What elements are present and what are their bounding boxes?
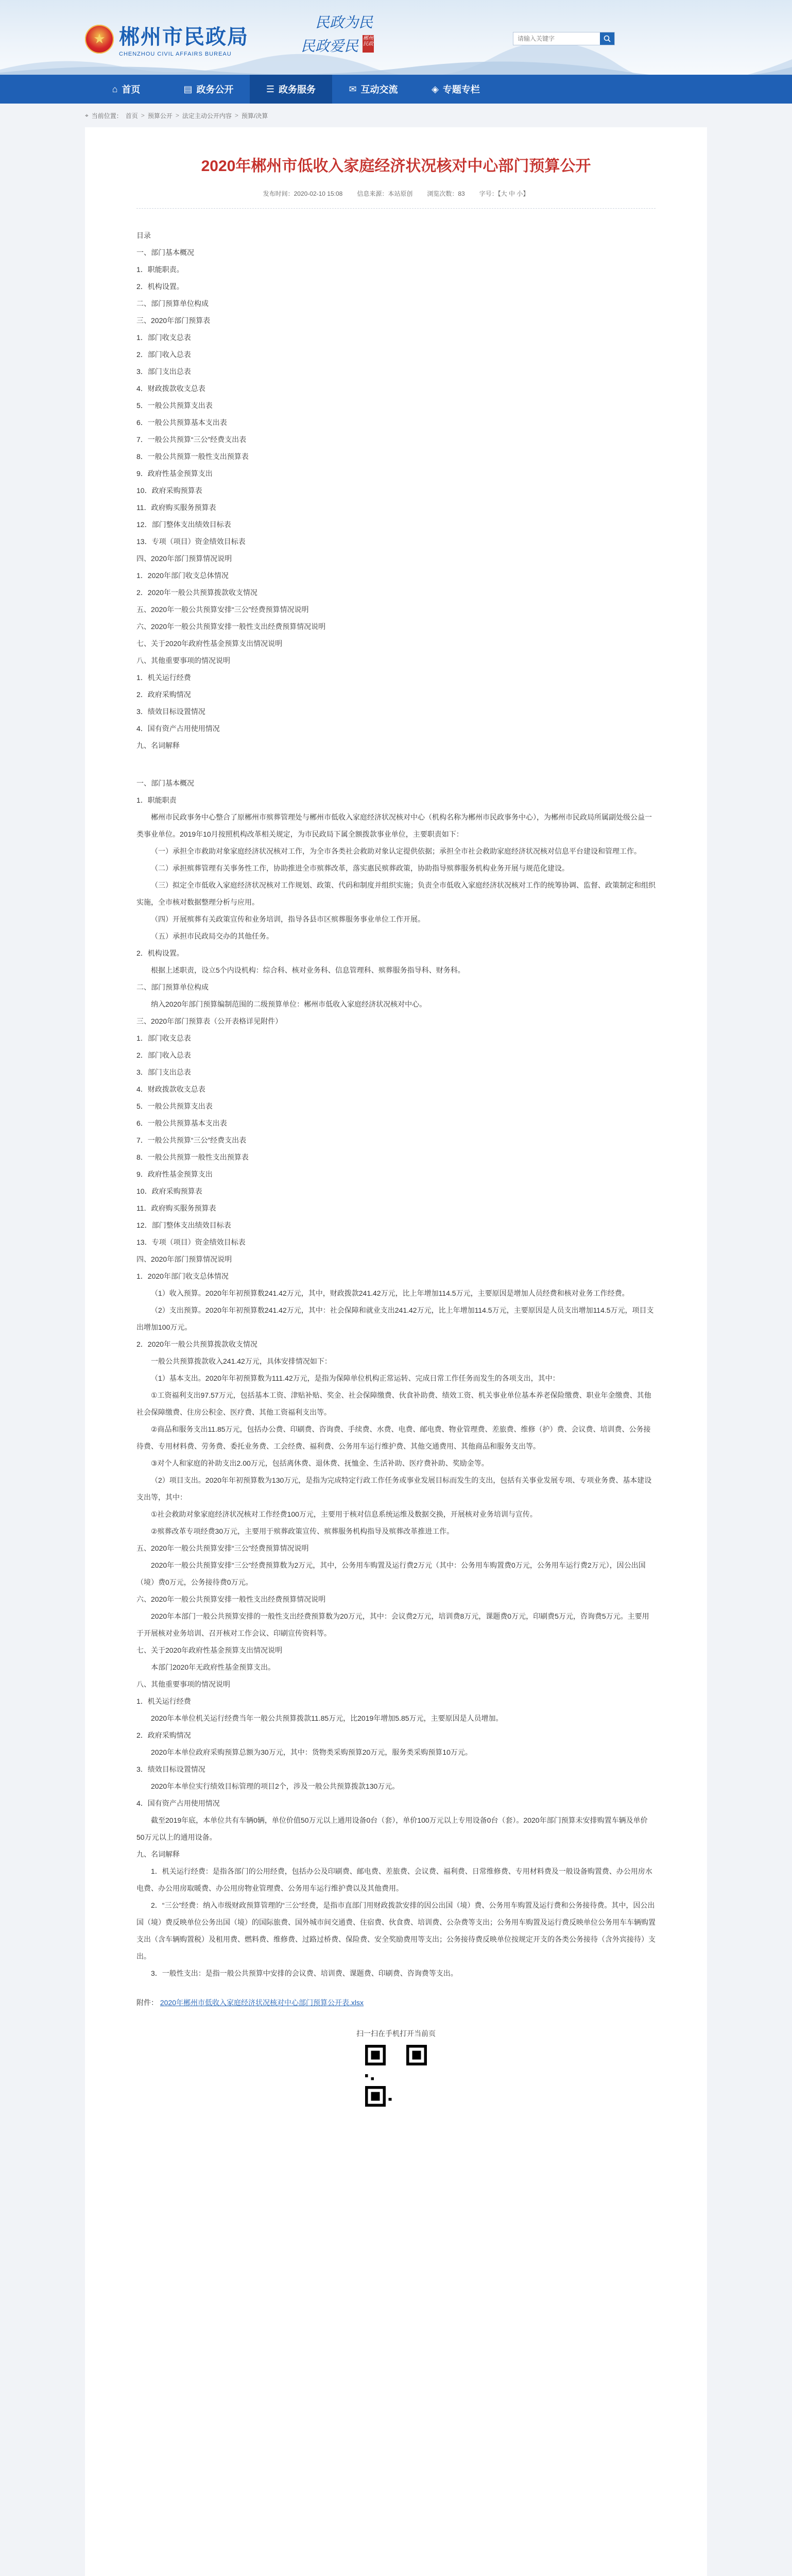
table-of-contents: [136, 227, 656, 754]
section-heading: 3．绩效目标设置情况: [136, 1765, 205, 1773]
nav-item-gov-service[interactable]: ☰ 政务服务: [250, 75, 332, 104]
section-heading: 8．一般公共预算一般性支出预算表: [136, 1153, 249, 1161]
service-icon: ☰: [266, 83, 275, 94]
toc-item: 1．部门收支总表: [136, 333, 191, 342]
font-size-switch[interactable]: 字号：【大 中 小】: [479, 190, 529, 197]
toc-item: 3．绩效目标设置情况: [136, 707, 205, 716]
qr-code-block: [136, 2028, 656, 2108]
body-paragraph: 本部门2020年无政府性基金预算支出。: [151, 1663, 276, 1671]
nav-item-topics[interactable]: ◈ 专题专栏: [432, 83, 480, 95]
toc-item: 八、其他重要事项的情况说明: [136, 656, 230, 665]
toc-item: 目录: [136, 231, 151, 240]
site-logo[interactable]: [85, 21, 249, 57]
toc-item: 九、名词解释: [136, 741, 180, 750]
toc-item: 6．一般公共预算基本支出表: [136, 418, 227, 427]
body-paragraph: 一般公共预算拨款收入241.42万元，具体安排情况如下：: [151, 1357, 332, 1365]
section-heading: 三、2020年部门预算表（公开表格详见附件）: [136, 1017, 283, 1025]
search-input[interactable]: [513, 35, 600, 42]
body-paragraph: （1）基本支出。2020年年初预算数为111.42万元，是指为保障单位机构正常运转、完成日常工作任务而发生的各项支出，其中：: [151, 1374, 560, 1382]
breadcrumb-home[interactable]: 首页: [125, 112, 138, 120]
body-paragraph: （四）开展殡葬有关政策宣传和业务培训，指导各县市区殡葬服务事业单位工作开展。: [151, 915, 425, 923]
toc-item: 五、2020年一般公共预算安排“三公”经费预算情况说明: [136, 605, 309, 614]
section-heading: 1．职能职责: [136, 796, 177, 804]
toc-item: 四、2020年部门预算情况说明: [136, 554, 232, 563]
toc-item: 11．政府购买服务预算表: [136, 503, 216, 512]
section-heading: 12．部门整体支出绩效目标表: [136, 1221, 231, 1229]
toc-item: 4．国有资产占用使用情况: [136, 724, 220, 733]
section-heading: 7．一般公共预算“三公”经费支出表: [136, 1136, 247, 1144]
site-name-en: CHENZHOU CIVIL AFFAIRS BUREAU: [119, 51, 232, 57]
section-heading: 二、部门预算单位构成: [136, 983, 209, 991]
body-paragraph: 2020年本单位政府采购预算总额为30万元，其中：货物类采购预算20万元，服务类采购预算10万元。: [151, 1748, 472, 1756]
section-heading: 一、部门基本概况: [136, 779, 194, 787]
section-heading: 11．政府购买服务预算表: [136, 1204, 216, 1212]
emblem-icon: ★: [85, 25, 114, 54]
body-paragraph: 2020年一般公共预算安排“三公”经费预算数为2万元，其中，公务用车购置及运行费2万元（其中：公务用车购置费0万元，公务用车运行费2万元），因公出国（境）费0万元，公务接待费0万元。: [136, 1561, 646, 1586]
body-paragraph: ③对个人和家庭的补助支出2.00万元，包括离休费、退休费、抚恤金、生活补助、医疗费补助、奖励金等。: [151, 1459, 489, 1467]
slogan-line-1: 民政为民: [315, 14, 373, 31]
toc-item: 12．部门整体支出绩效目标表: [136, 520, 231, 529]
nav-item-interaction[interactable]: ✉ 互动交流: [349, 83, 398, 95]
body-paragraph: 2．“三公”经费：纳入市级财政预算管理的“三公”经费，是指市直部门用财政拨款安排的因公出国（境）费、公务用车购置及运行费和公务接待费。其中，因公出国（境）费反映单位公务出国（境）的国际旅费、国外城市间交通费、住宿费、伙食费、培训费、公杂费等支出；公务用车购置及运行费反映单位公务用车车辆购置支出（含车辆购置税）及租用费、燃料费、维修费、过路过桥费、保险费、安全奖励费用等支出；公务接待费反映单位按规定开支的各类公务接待（含外宾接待）支出。: [136, 1901, 656, 1960]
toc-item: 13．专项（项目）资金绩效目标表: [136, 537, 246, 546]
toc-item: 1．职能职责。: [136, 265, 184, 274]
body-paragraph: 2020年本单位机关运行经费当年一般公共预算拨款11.85万元，比2019年增加5.85万元，主要原因是人员增加。: [151, 1714, 503, 1722]
qr-code-image: [365, 2045, 427, 2107]
home-icon: ⌂: [112, 83, 118, 94]
toc-item: 二、部门预算单位构成: [136, 299, 209, 308]
toc-item: 七、关于2020年政府性基金预算支出情况说明: [136, 639, 283, 648]
body-paragraph: （2）支出预算。2020年年初预算数241.42万元，其中：社会保障和就业支出241.42万元，比上年增加114.5万元，主要原因是人员支出增加114.5万元，项目支出增加100万元。: [136, 1306, 654, 1331]
toc-item: 5．一般公共预算支出表: [136, 401, 213, 410]
section-heading: 4．财政拨款收支总表: [136, 1085, 205, 1093]
chat-icon: ✉: [349, 83, 357, 94]
publish-date: 发布时间：2020-02-10 15:08: [263, 190, 343, 197]
toc-item: 2．部门收入总表: [136, 350, 191, 359]
body-paragraph: （2）项目支出。2020年年初预算数为130万元，是指为完成特定行政工作任务或事业发展目标而发生的支出，包括有关事业发展专项、专项业务费、基本建设支出等，其中：: [136, 1476, 652, 1501]
article-title: 2020年郴州市低收入家庭经济状况核对中心部门预算公开: [201, 158, 591, 175]
toc-item: 六、2020年一般公共预算安排一般性支出经费预算情况说明: [136, 622, 326, 631]
nav-item-home[interactable]: ⌂ 首页: [112, 83, 141, 95]
article-container: [85, 127, 707, 2576]
section-heading: 1．机关运行经费: [136, 1697, 191, 1705]
breadcrumb-current[interactable]: 预算/决算: [241, 112, 268, 120]
breadcrumb-budget[interactable]: 预算公开: [147, 112, 173, 120]
section-heading: 6．一般公共预算基本支出表: [136, 1119, 227, 1127]
section-heading: 4．国有资产占用使用情况: [136, 1799, 220, 1807]
location-icon: ⌖: [85, 111, 89, 119]
body-paragraph: （1）收入预算。2020年年初预算数241.42万元，其中，财政拨款241.42万元，比上年增加114.5万元，主要原因是增加人员经费和核对业务工作经费。: [151, 1289, 629, 1297]
toc-item: 3．部门支出总表: [136, 367, 191, 376]
search-box: [513, 32, 615, 45]
attachment-link[interactable]: 2020年郴州市低收入家庭经济状况核对中心部门预算公开表.xlsx: [160, 1998, 364, 2007]
toc-item: 4．财政拨款收支总表: [136, 384, 205, 393]
toc-item: 三、2020年部门预算表: [136, 316, 211, 325]
attachment-label: 附件：: [136, 1998, 158, 2007]
search-button[interactable]: [600, 32, 614, 45]
section-heading: 七、关于2020年政府性基金预算支出情况说明: [136, 1646, 283, 1654]
article-meta: [136, 189, 656, 209]
toc-item: 7．一般公共预算“三公”经费支出表: [136, 435, 247, 444]
main-nav: [0, 75, 792, 104]
toc-item: 8．一般公共预算一般性支出预算表: [136, 452, 249, 461]
section-heading: 四、2020年部门预算情况说明: [136, 1255, 232, 1263]
toc-item: 10．政府采购预算表: [136, 486, 202, 495]
section-heading: 13．专项（项目）资金绩效目标表: [136, 1238, 246, 1246]
topic-icon: ◈: [432, 83, 439, 94]
view-count: 浏览次数：83: [427, 190, 465, 197]
breadcrumb: ⌖ 当前位置： 首页 > 预算公开 > 法定主动公开内容 > 预算/决算: [85, 111, 268, 120]
site-name: 郴州市民政局: [119, 25, 249, 49]
breadcrumb-legal[interactable]: 法定主动公开内容: [182, 112, 232, 120]
toc-item: 一、部门基本概况: [136, 248, 194, 257]
body-paragraph: ②殡葬改革专项经费30万元，主要用于殡葬政策宣传、殡葬服务机构指导及殡葬改革推进工作。: [151, 1527, 454, 1535]
search-icon: [604, 35, 611, 42]
info-source: 信息来源：本站原创: [357, 190, 413, 197]
section-heading: 2．机构设置。: [136, 949, 184, 957]
body-paragraph: （二）承担殡葬管理有关事务性工作，协助推进全市殡葬改革，落实惠民殡葬政策，协助指导殡葬服务机构业务开展与规范化建设。: [151, 864, 569, 872]
section-heading: 九、名词解释: [136, 1850, 180, 1858]
toc-item: 9．政府性基金预算支出: [136, 469, 213, 478]
section-heading: 10．政府采购预算表: [136, 1187, 202, 1195]
body-paragraph: 1．机关运行经费：是指各部门的公用经费，包括办公及印刷费、邮电费、差旅费、会议费、福利费、日常维修费、专用材料费及一般设备购置费、办公用房水电费、办公用房取暖费、办公用房物业管理费、公务用车运行维护费以及其他费用。: [136, 1867, 652, 1892]
body-paragraph: 截至2019年底，本单位共有车辆0辆，单位价值50万元以上通用设备0台（套），单价100万元以上专用设备0台（套）。2020年部门预算未安排购置车辆及单价50万元以上的通用设备。: [136, 1816, 648, 1841]
body-paragraph: （三）拟定全市低收入家庭经济状况核对工作规划、政策、代码和制度并组织实施；负责全市低收入家庭经济状况核对工作的统筹协调、监督、政策制定和组织实施，全市核对数据整理分析与应用。: [136, 881, 656, 906]
attachment: [136, 1997, 656, 2008]
body-paragraph: 纳入2020年部门预算编制范围的二级预算单位：郴州市低收入家庭经济状况核对中心。: [151, 1000, 427, 1008]
section-heading: 六、2020年一般公共预算安排一般性支出经费预算情况说明: [136, 1595, 326, 1603]
body-paragraph: （五）承担市民政局交办的其他任务。: [151, 932, 273, 940]
section-heading: 2．政府采购情况: [136, 1731, 191, 1739]
seal-stamp: 郴州民政: [363, 35, 374, 53]
section-heading: 五、2020年一般公共预算安排“三公”经费预算情况说明: [136, 1544, 309, 1552]
section-heading: 1．2020年部门收支总体情况: [136, 1272, 229, 1280]
qr-label: 扫一扫在手机打开当前页: [356, 2029, 436, 2038]
section-heading: 八、其他重要事项的情况说明: [136, 1680, 230, 1688]
toc-item: 2．2020年一般公共预算拨款收支情况: [136, 588, 257, 597]
toc-item: 2．政府采购情况: [136, 690, 191, 699]
body-paragraph: ②商品和服务支出11.85万元，包括办公费、印刷费、咨询费、手续费、水费、电费、邮电费、物业管理费、差旅费、维修（护）费、会议费、培训费、公务接待费、专用材料费、劳务费、委托业务费、工会经费、福利费、公务用车运行维护费、其他交通费用、其他商品和服务支出等。: [136, 1425, 651, 1450]
body-paragraph: 2020年本单位实行绩效目标管理的项目2个，涉及一般公共预算拨款130万元。: [151, 1782, 400, 1790]
section-heading: 2．2020年一般公共预算拨款收支情况: [136, 1340, 257, 1348]
toc-item: 2．机构设置。: [136, 282, 184, 291]
site-header: [0, 0, 792, 75]
body-paragraph: ①社会救助对象家庭经济状况核对工作经费100万元，主要用于核对信息系统运维及数据交换，开展核对业务培训与宣传。: [151, 1510, 537, 1518]
section-heading: 1．部门收支总表: [136, 1034, 191, 1042]
section-heading: 2．部门收入总表: [136, 1051, 191, 1059]
body-paragraph: （一）承担全市救助对象家庭经济状况核对工作，为全市各类社会救助对象认定提供依据；承担全市社会救助家庭经济状况核对信息平台建设和管理工作。: [151, 847, 641, 855]
nav-item-gov-open[interactable]: ▤ 政务公开: [183, 83, 234, 95]
body-paragraph: 2020年本部门一般公共预算安排的一般性支出经费预算数为20万元，其中：会议费2万元，培训费8万元，课题费0万元，印刷费5万元，咨询费5万元。主要用于开展核对业务培训、召开核对工作会议、印刷宣传资料等。: [136, 1612, 649, 1637]
body-paragraph: 根据上述职责，设立5个内设机构：综合科、核对业务科、信息管理科、殡葬服务指导科、财务科。: [151, 966, 465, 974]
toc-item: 1．2020年部门收支总体情况: [136, 571, 229, 580]
slogan: [301, 11, 374, 56]
body-paragraph: ①工资福利支出97.57万元，包括基本工资、津贴补贴、奖金、社会保障缴费、伙食补助费、绩效工资、机关事业单位基本养老保险缴费、职业年金缴费、其他社会保障缴费、住房公积金、医疗费、其他工资福利支出等。: [136, 1391, 651, 1416]
toc-item: 1．机关运行经费: [136, 673, 191, 682]
slogan-line-2: 民政爱民: [301, 38, 359, 55]
section-heading: 5．一般公共预算支出表: [136, 1102, 213, 1110]
article-body: [136, 775, 656, 1982]
section-heading: 3．部门支出总表: [136, 1068, 191, 1076]
document-icon: ▤: [183, 83, 193, 94]
body-paragraph: 3．一般性支出：是指一般公共预算中安排的会议费、培训费、课题费、印刷费、咨询费等支出。: [151, 1969, 458, 1977]
section-heading: 9．政府性基金预算支出: [136, 1170, 213, 1178]
body-paragraph: 郴州市民政事务中心整合了原郴州市殡葬管理处与郴州市低收入家庭经济状况核对中心（机构名称为郴州市民政事务中心），为郴州市民政局所属副处级公益一类事业单位。2019年10月按照机构改革相关规定，为市民政局下属全额拨款事业单位，主要职责如下：: [136, 813, 652, 838]
